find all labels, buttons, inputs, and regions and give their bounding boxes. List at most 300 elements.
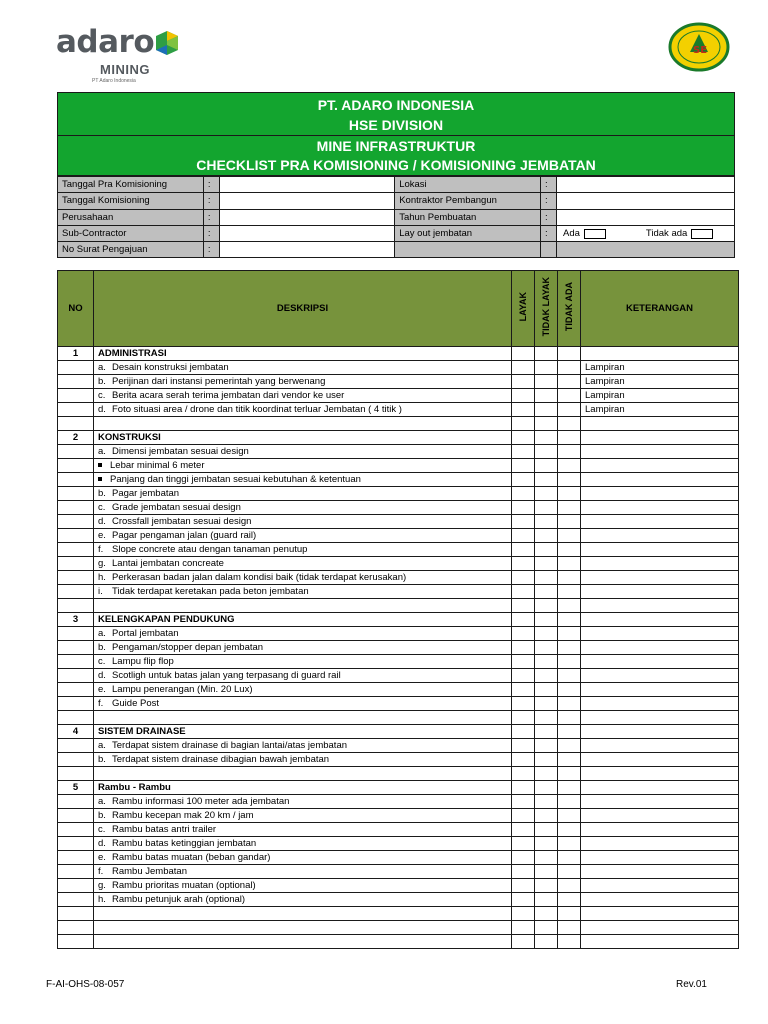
check-cell[interactable]	[512, 431, 535, 445]
check-cell[interactable]	[512, 627, 535, 641]
check-cell[interactable]	[535, 459, 558, 473]
check-cell[interactable]	[512, 837, 535, 851]
description-cell	[94, 599, 512, 613]
check-cell[interactable]	[535, 501, 558, 515]
check-cell[interactable]	[535, 669, 558, 683]
item-text: Lebar minimal 6 meter	[110, 460, 205, 471]
check-cell[interactable]	[512, 585, 535, 599]
note-cell[interactable]	[581, 431, 739, 445]
check-cell[interactable]	[512, 641, 535, 655]
info-label	[395, 242, 541, 258]
check-cell[interactable]	[512, 921, 535, 935]
note-cell[interactable]	[581, 641, 739, 655]
blank-row	[58, 767, 739, 781]
item-letter: b.	[98, 642, 106, 653]
check-cell[interactable]	[558, 767, 581, 781]
item-letter: b.	[98, 376, 106, 387]
note-cell[interactable]	[581, 627, 739, 641]
check-cell[interactable]	[512, 487, 535, 501]
description-cell	[94, 529, 512, 543]
check-cell[interactable]	[535, 753, 558, 767]
info-colon: :	[203, 193, 219, 209]
check-cell[interactable]	[535, 641, 558, 655]
check-cell[interactable]	[535, 837, 558, 851]
check-cell[interactable]	[512, 459, 535, 473]
check-cell[interactable]	[512, 697, 535, 711]
check-cell[interactable]	[512, 753, 535, 767]
item-letter: f.	[98, 698, 104, 709]
check-cell[interactable]	[512, 557, 535, 571]
check-cell[interactable]	[512, 711, 535, 725]
check-cell[interactable]	[535, 361, 558, 375]
check-cell[interactable]	[535, 739, 558, 753]
check-cell[interactable]	[512, 809, 535, 823]
check-cell[interactable]	[512, 403, 535, 417]
check-cell[interactable]	[558, 669, 581, 683]
info-colon: :	[541, 209, 557, 225]
check-cell[interactable]	[535, 613, 558, 627]
check-cell[interactable]	[558, 515, 581, 529]
check-cell[interactable]	[535, 781, 558, 795]
check-cell[interactable]	[558, 641, 581, 655]
table-row	[58, 865, 739, 879]
description-cell	[94, 795, 512, 809]
blank-row	[58, 907, 739, 921]
note-cell[interactable]	[581, 557, 739, 571]
check-cell[interactable]	[535, 487, 558, 501]
check-cell[interactable]	[558, 487, 581, 501]
item-text: Terdapat sistem drainase dibagian bawah jembatan	[112, 754, 330, 765]
note-cell[interactable]: Lampiran	[581, 389, 739, 403]
note-cell[interactable]	[581, 613, 739, 627]
check-cell[interactable]	[535, 851, 558, 865]
section-number: 1	[58, 347, 94, 361]
check-cell[interactable]	[535, 403, 558, 417]
section-title: KONSTRUKSI	[94, 431, 512, 445]
description-cell	[94, 907, 512, 921]
item-text: Lampu flip flop	[112, 656, 174, 667]
note-cell[interactable]	[581, 753, 739, 767]
table-row	[58, 739, 739, 753]
item-letter: a.	[98, 628, 106, 639]
check-cell[interactable]	[512, 375, 535, 389]
note-cell[interactable]	[581, 893, 739, 907]
info-value-field[interactable]	[557, 225, 735, 241]
check-cell[interactable]	[535, 725, 558, 739]
check-cell[interactable]	[535, 683, 558, 697]
note-cell[interactable]	[581, 921, 739, 935]
item-text: Crossfall jembatan sesuai design	[112, 516, 252, 527]
note-cell[interactable]	[581, 543, 739, 557]
check-cell[interactable]	[535, 711, 558, 725]
table-row	[58, 375, 739, 389]
check-cell[interactable]	[558, 557, 581, 571]
logo-sub: PT Adaro Indonesia	[92, 78, 136, 84]
check-cell[interactable]	[558, 347, 581, 361]
check-cell[interactable]	[558, 599, 581, 613]
description-cell	[94, 669, 512, 683]
check-cell[interactable]	[512, 473, 535, 487]
check-cell[interactable]	[558, 375, 581, 389]
check-cell[interactable]	[512, 599, 535, 613]
check-cell[interactable]	[558, 781, 581, 795]
item-text: Rambu kecepan mak 20 km / jam	[112, 810, 254, 821]
info-row	[58, 242, 735, 258]
info-label: Kontraktor Pembangun	[395, 193, 541, 209]
check-cell[interactable]	[512, 893, 535, 907]
check-cell[interactable]	[558, 403, 581, 417]
check-cell[interactable]	[512, 865, 535, 879]
check-cell[interactable]	[558, 921, 581, 935]
section-row	[58, 613, 739, 627]
check-cell[interactable]	[558, 837, 581, 851]
check-cell[interactable]	[535, 529, 558, 543]
logo-word: adaro	[56, 24, 155, 60]
adaro-mark-icon	[152, 28, 182, 58]
item-text: Scotligh untuk batas jalan yang terpasang di guard rail	[112, 670, 341, 681]
check-cell[interactable]	[558, 543, 581, 557]
check-cell[interactable]	[535, 347, 558, 361]
note-cell[interactable]	[581, 795, 739, 809]
check-cell[interactable]	[535, 445, 558, 459]
check-cell[interactable]	[535, 585, 558, 599]
item-text: Dimensi jembatan sesuai design	[112, 446, 249, 457]
check-cell[interactable]	[558, 417, 581, 431]
table-row	[58, 361, 739, 375]
header-layak-text: LAYAK	[518, 292, 528, 322]
check-cell[interactable]	[512, 613, 535, 627]
check-cell[interactable]	[558, 389, 581, 403]
tidak-ada-checkbox[interactable]	[691, 229, 713, 239]
description-cell	[94, 403, 512, 417]
note-cell[interactable]	[581, 571, 739, 585]
note-cell[interactable]	[581, 599, 739, 613]
blank-row	[58, 935, 739, 949]
check-cell[interactable]	[535, 515, 558, 529]
info-label: Tahun Pembuatan	[395, 209, 541, 225]
check-cell[interactable]	[558, 361, 581, 375]
check-cell[interactable]	[535, 767, 558, 781]
info-colon	[541, 242, 557, 258]
check-cell[interactable]	[512, 655, 535, 669]
no-cell	[58, 501, 94, 515]
no-cell	[58, 921, 94, 935]
item-text: Pagar pengaman jalan (guard rail)	[112, 530, 257, 541]
note-cell[interactable]	[581, 767, 739, 781]
note-cell[interactable]	[581, 445, 739, 459]
description-cell	[94, 627, 512, 641]
blank-row	[58, 711, 739, 725]
check-cell[interactable]	[558, 879, 581, 893]
info-value-field[interactable]	[557, 193, 735, 209]
info-value-field[interactable]	[557, 209, 735, 225]
check-cell[interactable]	[558, 431, 581, 445]
info-row	[58, 225, 735, 241]
check-cell[interactable]	[512, 683, 535, 697]
info-colon: :	[541, 225, 557, 241]
note-cell[interactable]	[581, 529, 739, 543]
item-text: Pengaman/stopper depan jembatan	[112, 642, 264, 653]
check-cell[interactable]	[558, 683, 581, 697]
note-cell[interactable]	[581, 501, 739, 515]
check-cell[interactable]	[558, 585, 581, 599]
info-colon: :	[541, 177, 557, 193]
check-cell[interactable]	[558, 795, 581, 809]
check-cell[interactable]	[512, 935, 535, 949]
description-cell	[94, 823, 512, 837]
note-cell[interactable]	[581, 683, 739, 697]
note-cell[interactable]	[581, 711, 739, 725]
revision: Rev.01	[676, 979, 707, 990]
info-value-field[interactable]	[219, 177, 394, 193]
item-letter: f.	[98, 866, 104, 877]
check-cell[interactable]	[512, 501, 535, 515]
table-row	[58, 823, 739, 837]
check-cell[interactable]	[535, 431, 558, 445]
check-cell[interactable]	[535, 697, 558, 711]
description-cell	[94, 697, 512, 711]
note-cell[interactable]	[581, 459, 739, 473]
check-cell[interactable]	[558, 697, 581, 711]
note-cell[interactable]	[581, 837, 739, 851]
check-cell[interactable]	[535, 375, 558, 389]
table-row	[58, 487, 739, 501]
check-cell[interactable]	[535, 473, 558, 487]
info-colon: :	[203, 225, 219, 241]
info-value-field[interactable]	[219, 225, 394, 241]
header-tidak-layak-text: TIDAK LAYAK	[541, 277, 551, 337]
note-cell[interactable]: Lampiran	[581, 375, 739, 389]
check-cell[interactable]	[512, 669, 535, 683]
section-number: 5	[58, 781, 94, 795]
note-cell[interactable]	[581, 851, 739, 865]
note-cell[interactable]	[581, 823, 739, 837]
table-header-row	[58, 271, 739, 347]
item-letter: h.	[98, 572, 106, 583]
check-cell[interactable]	[535, 627, 558, 641]
check-cell[interactable]	[558, 823, 581, 837]
note-cell[interactable]	[581, 809, 739, 823]
item-text: Rambu prioritas muatan (optional)	[112, 880, 256, 891]
description-cell	[94, 487, 512, 501]
check-cell[interactable]	[558, 851, 581, 865]
item-letter: e.	[98, 852, 106, 863]
check-cell[interactable]	[512, 347, 535, 361]
table-row	[58, 585, 739, 599]
check-cell[interactable]	[535, 389, 558, 403]
description-cell	[94, 585, 512, 599]
check-cell[interactable]	[558, 613, 581, 627]
check-cell[interactable]	[512, 725, 535, 739]
item-text: Guide Post	[112, 698, 159, 709]
note-cell[interactable]	[581, 585, 739, 599]
check-cell[interactable]	[535, 655, 558, 669]
check-cell[interactable]	[535, 417, 558, 431]
description-cell	[94, 921, 512, 935]
info-value-field[interactable]	[219, 209, 394, 225]
form-code: F-AI-OHS-08-057	[46, 979, 125, 990]
description-cell	[94, 851, 512, 865]
note-cell[interactable]: Lampiran	[581, 361, 739, 375]
note-cell[interactable]	[581, 865, 739, 879]
check-cell[interactable]	[558, 739, 581, 753]
check-cell[interactable]	[535, 571, 558, 585]
note-cell[interactable]	[581, 879, 739, 893]
table-row	[58, 795, 739, 809]
note-cell[interactable]	[581, 781, 739, 795]
item-letter: f.	[98, 544, 104, 555]
no-cell	[58, 515, 94, 529]
header-no: NO	[58, 271, 94, 347]
description-cell	[94, 865, 512, 879]
check-cell[interactable]	[558, 473, 581, 487]
info-label: Lokasi	[395, 177, 541, 193]
check-cell[interactable]	[535, 823, 558, 837]
check-cell[interactable]	[558, 907, 581, 921]
check-cell[interactable]	[558, 501, 581, 515]
check-cell[interactable]	[512, 823, 535, 837]
note-cell[interactable]	[581, 473, 739, 487]
description-cell	[94, 515, 512, 529]
note-cell[interactable]	[581, 655, 739, 669]
check-cell[interactable]	[535, 795, 558, 809]
item-letter: g.	[98, 880, 106, 891]
item-text: Rambu batas ketinggian jembatan	[112, 838, 257, 849]
check-cell[interactable]	[558, 627, 581, 641]
check-cell[interactable]	[512, 795, 535, 809]
description-cell	[94, 935, 512, 949]
check-cell[interactable]	[512, 907, 535, 921]
no-cell	[58, 375, 94, 389]
header-keterangan: KETERANGAN	[581, 271, 739, 347]
description-cell	[94, 557, 512, 571]
check-cell[interactable]	[558, 865, 581, 879]
note-cell[interactable]	[581, 347, 739, 361]
check-cell[interactable]	[512, 879, 535, 893]
header-tidak-layak	[535, 271, 558, 347]
note-cell[interactable]	[581, 487, 739, 501]
description-cell	[94, 543, 512, 557]
check-cell[interactable]	[512, 389, 535, 403]
check-cell[interactable]	[512, 543, 535, 557]
description-cell	[94, 655, 512, 669]
item-text: Rambu batas antri trailer	[112, 824, 217, 835]
check-cell[interactable]	[512, 781, 535, 795]
check-cell[interactable]	[512, 417, 535, 431]
table-row	[58, 627, 739, 641]
ada-checkbox[interactable]	[584, 229, 606, 239]
check-cell[interactable]	[535, 865, 558, 879]
info-label: Tanggal Pra Komisioning	[58, 177, 204, 193]
no-cell	[58, 837, 94, 851]
check-cell[interactable]	[535, 921, 558, 935]
info-value-field[interactable]	[557, 242, 735, 258]
check-cell[interactable]	[558, 725, 581, 739]
check-cell[interactable]	[512, 739, 535, 753]
info-value-field[interactable]	[557, 177, 735, 193]
adaro-mining-logo	[56, 22, 186, 82]
check-cell[interactable]	[512, 515, 535, 529]
check-cell[interactable]	[535, 599, 558, 613]
checklist-table	[57, 270, 739, 949]
check-cell[interactable]	[512, 767, 535, 781]
note-cell[interactable]	[581, 935, 739, 949]
no-cell	[58, 893, 94, 907]
note-cell[interactable]	[581, 907, 739, 921]
note-cell[interactable]	[581, 515, 739, 529]
check-cell[interactable]	[535, 557, 558, 571]
check-cell[interactable]	[512, 361, 535, 375]
info-colon: :	[203, 242, 219, 258]
item-letter: d.	[98, 670, 106, 681]
check-cell[interactable]	[535, 893, 558, 907]
note-cell[interactable]	[581, 669, 739, 683]
no-cell	[58, 907, 94, 921]
check-cell[interactable]	[535, 879, 558, 893]
info-label: Sub-Contractor	[58, 225, 204, 241]
company-name: PT. ADARO INDONESIA	[317, 97, 475, 113]
note-cell[interactable]	[581, 417, 739, 431]
info-table	[57, 176, 735, 258]
note-cell[interactable]: Lampiran	[581, 403, 739, 417]
check-cell[interactable]	[512, 571, 535, 585]
check-cell[interactable]	[558, 571, 581, 585]
table-row	[58, 669, 739, 683]
item-text: Pagar jembatan	[112, 488, 180, 499]
check-cell[interactable]	[558, 655, 581, 669]
item-text: Panjang dan tinggi jembatan sesuai kebutuhan & ketentuan	[110, 474, 361, 485]
check-cell[interactable]	[535, 907, 558, 921]
check-cell[interactable]	[535, 543, 558, 557]
info-label: No Surat Pengajuan	[58, 242, 204, 258]
check-cell[interactable]	[558, 809, 581, 823]
check-cell[interactable]	[535, 809, 558, 823]
item-text: Berita acara serah terima jembatan dari vendor ke user	[112, 390, 345, 401]
check-cell[interactable]	[558, 711, 581, 725]
check-cell[interactable]	[558, 893, 581, 907]
check-cell[interactable]	[558, 459, 581, 473]
check-cell[interactable]	[535, 935, 558, 949]
table-row	[58, 683, 739, 697]
no-cell	[58, 865, 94, 879]
check-cell[interactable]	[512, 445, 535, 459]
item-text: Perijinan dari instansi pemerintah yang berwenang	[112, 376, 326, 387]
check-cell[interactable]	[558, 753, 581, 767]
info-value-field[interactable]	[219, 193, 394, 209]
item-letter: b.	[98, 488, 106, 499]
blank-row	[58, 417, 739, 431]
check-cell[interactable]	[512, 529, 535, 543]
description-cell	[94, 837, 512, 851]
note-cell[interactable]	[581, 725, 739, 739]
check-cell[interactable]	[512, 851, 535, 865]
note-cell[interactable]	[581, 697, 739, 711]
check-cell[interactable]	[558, 935, 581, 949]
table-row	[58, 851, 739, 865]
info-colon: :	[203, 177, 219, 193]
no-cell	[58, 655, 94, 669]
no-cell	[58, 389, 94, 403]
note-cell[interactable]	[581, 739, 739, 753]
smk-seal-icon	[668, 22, 730, 72]
info-value-field[interactable]	[219, 242, 394, 258]
section-row	[58, 725, 739, 739]
check-cell[interactable]	[558, 445, 581, 459]
item-letter: c.	[98, 390, 106, 401]
section-title: KELENGKAPAN PENDUKUNG	[94, 613, 512, 627]
check-cell[interactable]	[558, 529, 581, 543]
section-title: Rambu - Rambu	[94, 781, 512, 795]
